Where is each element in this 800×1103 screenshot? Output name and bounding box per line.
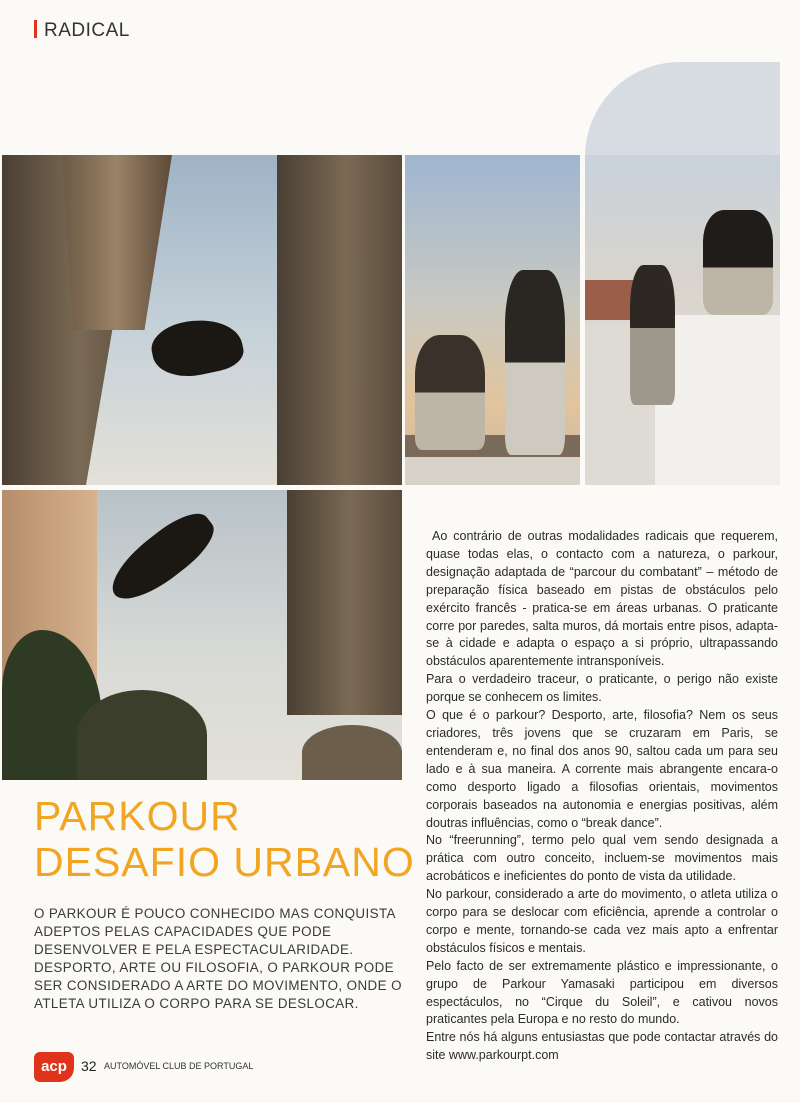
diving-jumper-silhouette xyxy=(101,503,223,612)
section-bar xyxy=(34,20,37,38)
lead-paragraph: O PARKOUR É POUCO CONHECIDO MAS CONQUISTA ADEPTOS PELAS CAPACIDADES QUE PODE DESENVOLVER E PELA ESPECTACULARIDADE. DESPORTO, ARTE OU FILOSOFIA, O PARKOUR PODE SER CONSIDERADO A ARTE DO MOVIMENTO, ONDE O ATLETA UTILIZA O CORPO PARA SE DESLOCAR. xyxy=(34,906,402,1011)
headline-line-2: DESAFIO URBANO xyxy=(34,839,415,885)
article-body xyxy=(426,528,778,1065)
photo-two-athletes xyxy=(405,155,580,485)
section-header xyxy=(34,20,130,42)
body-paragraph: Entre nós há alguns entusiastas que pode contactar através do site www.parkourpt.com xyxy=(426,1030,778,1063)
photo-rooftop xyxy=(585,155,780,485)
body-paragraph: O que é o parkour? Desporto, arte, filosofia? Nem os seus criadores, três jovens que se cruzaram em Paris, se entenderam e, no final dos anos 90, saltou cada um para seu lado e à sua maneira. A corrente mais abrangente encara-o como desporto ligado a filosofias orientais, movimentos corporais baseados na autonomia e energias positivas, além doutras influências, como o “break dance”. xyxy=(426,708,778,830)
photo-jump-bottom xyxy=(2,490,402,780)
body-paragraph: Para o verdadeiro traceur, o praticante, o perigo não existe porque se conhecem os limites. xyxy=(426,672,778,705)
photo-jump-top xyxy=(2,155,402,485)
jumper-silhouette xyxy=(147,311,246,384)
body-paragraph: No parkour, considerado a arte do movimento, o atleta utiliza o corpo para se deslocar com eficiência, aprende a controlar o corpo e mente, tornando-se cada vez mais apto a enfrentar obstáculos físicos e mentais. xyxy=(426,887,778,955)
acp-logo: acp xyxy=(34,1052,74,1082)
headline xyxy=(34,793,415,885)
body-paragraph: No “freerunning”, termo pelo qual vem sendo designada a prática com outro conceito, incluem-se movimentos mais acrobáticos e ineficientes do ponto de vista da utilidade. xyxy=(426,833,778,884)
athlete-on-ledge xyxy=(703,210,773,315)
decorative-arc xyxy=(585,62,780,157)
athlete-crouching xyxy=(415,335,485,450)
body-paragraph: Pelo facto de ser extremamente plástico e impressionante, o grupo de Parkour Yamasaki participou em diversos espectáculos, no “Cirque du Soleil”, e cativou novos praticantes pela Europa e no resto do mundo. xyxy=(426,958,778,1027)
headline-line-1: PARKOUR xyxy=(34,793,241,839)
body-paragraph: Ao contrário de outras modalidades radicais que requerem, quase todas elas, o contacto com a natureza, o parkour, designação adaptada de “parcour du combatant” – método de preparação física baseado em pistas de obstáculos pelo exército francês - pratica-se em áreas urbanas. O praticante corre por paredes, salta muros, dá mortais entre pisos, adapta-se à cidade e adapta o espaço a si próprio, ultrapassando obstáculos aparentemente intransponíveis. xyxy=(426,529,778,669)
page-number: 32 xyxy=(81,1058,97,1074)
section-label: RADICAL xyxy=(44,20,130,41)
athlete-standing xyxy=(505,270,565,455)
publication-name: AUTOMÓVEL CLUB DE PORTUGAL xyxy=(104,1061,254,1071)
athlete-leaning xyxy=(630,265,675,405)
